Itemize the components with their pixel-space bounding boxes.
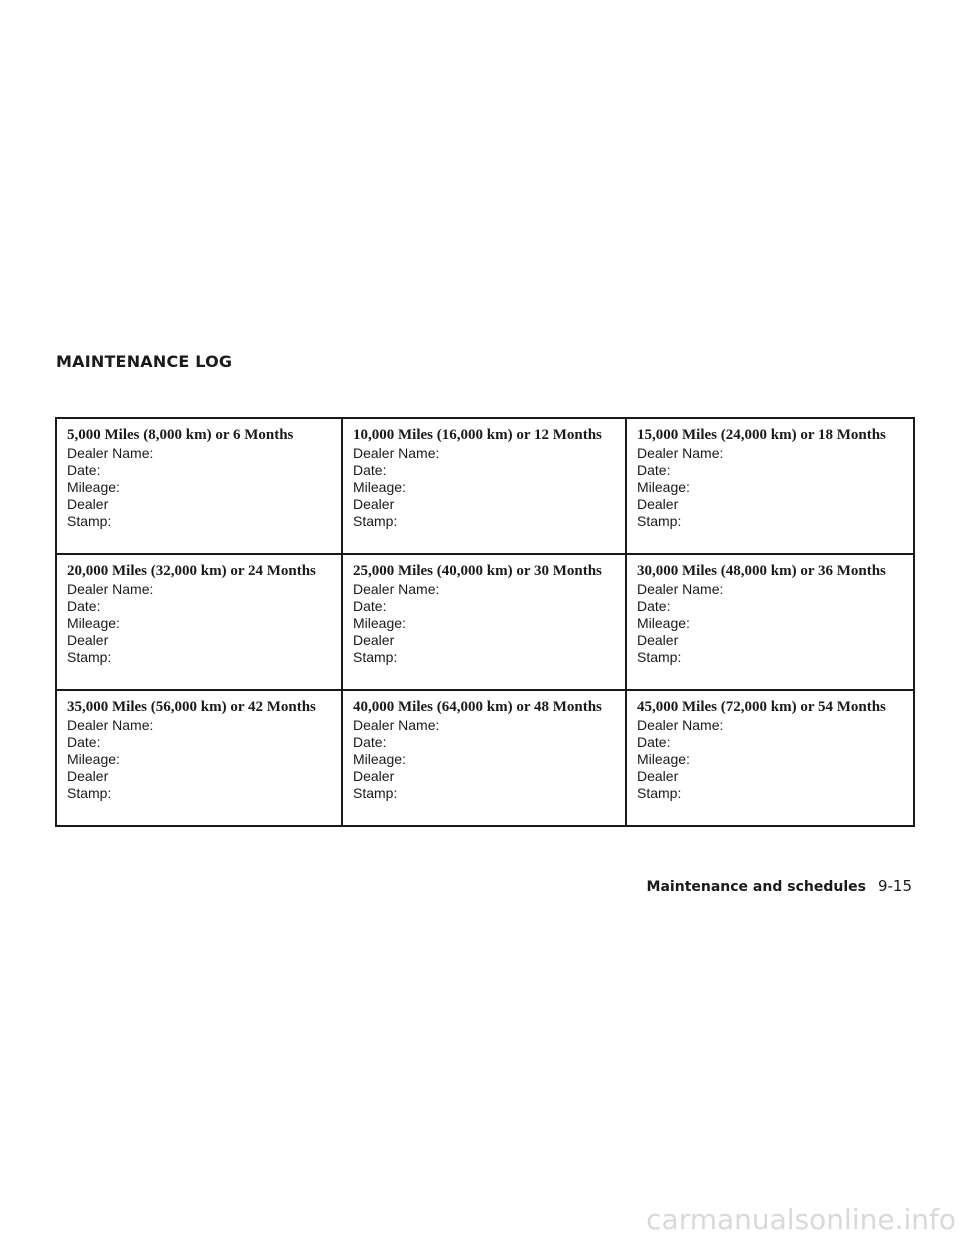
date-label: Date: bbox=[67, 734, 101, 750]
log-cell bbox=[626, 418, 914, 554]
dealer-name-label: Dealer Name: bbox=[353, 581, 440, 597]
date-label: Date: bbox=[353, 598, 387, 614]
table-row bbox=[56, 554, 914, 690]
log-cell bbox=[56, 554, 342, 690]
service-interval: 35,000 Miles (56,000 km) or 42 Months bbox=[67, 699, 316, 715]
dealer-label: Dealer bbox=[637, 496, 679, 512]
mileage-label: Mileage: bbox=[67, 751, 120, 767]
mileage-label: Mileage: bbox=[637, 479, 690, 495]
dealer-name-label: Dealer Name: bbox=[353, 717, 440, 733]
dealer-label: Dealer bbox=[67, 768, 109, 784]
service-interval: 20,000 Miles (32,000 km) or 24 Months bbox=[67, 563, 316, 579]
dealer-label: Dealer bbox=[637, 768, 679, 784]
date-label: Date: bbox=[637, 598, 671, 614]
dealer-name-label: Dealer Name: bbox=[637, 717, 724, 733]
dealer-name-label: Dealer Name: bbox=[637, 445, 724, 461]
mileage-label: Mileage: bbox=[637, 751, 690, 767]
date-label: Date: bbox=[67, 598, 101, 614]
table-row bbox=[56, 418, 914, 554]
log-cell bbox=[342, 554, 626, 690]
date-label: Date: bbox=[353, 462, 387, 478]
page-footer bbox=[647, 877, 912, 895]
dealer-name-label: Dealer Name: bbox=[353, 445, 440, 461]
watermark: carmanualsonline.info bbox=[646, 1203, 956, 1236]
dealer-label: Dealer bbox=[67, 496, 109, 512]
stamp-label: Stamp: bbox=[637, 513, 682, 529]
mileage-label: Mileage: bbox=[353, 615, 406, 631]
mileage-label: Mileage: bbox=[637, 615, 690, 631]
table-row bbox=[56, 690, 914, 826]
mileage-label: Mileage: bbox=[67, 479, 120, 495]
dealer-label: Dealer bbox=[67, 632, 109, 648]
service-interval: 10,000 Miles (16,000 km) or 12 Months bbox=[353, 427, 602, 443]
log-cell bbox=[342, 418, 626, 554]
dealer-label: Dealer bbox=[353, 768, 395, 784]
dealer-name-label: Dealer Name: bbox=[67, 445, 154, 461]
stamp-label: Stamp: bbox=[67, 513, 112, 529]
mileage-label: Mileage: bbox=[67, 615, 120, 631]
stamp-label: Stamp: bbox=[353, 513, 398, 529]
mileage-label: Mileage: bbox=[353, 751, 406, 767]
dealer-name-label: Dealer Name: bbox=[67, 717, 154, 733]
log-cell bbox=[56, 690, 342, 826]
page-title: MAINTENANCE LOG bbox=[56, 352, 233, 371]
stamp-label: Stamp: bbox=[67, 785, 112, 801]
log-cell bbox=[626, 690, 914, 826]
service-interval: 30,000 Miles (48,000 km) or 36 Months bbox=[637, 563, 886, 579]
page-number: 9-15 bbox=[877, 877, 912, 895]
stamp-label: Stamp: bbox=[353, 649, 398, 665]
stamp-label: Stamp: bbox=[637, 785, 682, 801]
service-interval: 25,000 Miles (40,000 km) or 30 Months bbox=[353, 563, 602, 579]
maintenance-log-table bbox=[55, 417, 915, 827]
service-interval: 40,000 Miles (64,000 km) or 48 Months bbox=[353, 699, 602, 715]
log-cell bbox=[342, 690, 626, 826]
dealer-name-label: Dealer Name: bbox=[67, 581, 154, 597]
service-interval: 15,000 Miles (24,000 km) or 18 Months bbox=[637, 427, 886, 443]
date-label: Date: bbox=[637, 734, 671, 750]
stamp-label: Stamp: bbox=[67, 649, 112, 665]
date-label: Date: bbox=[353, 734, 387, 750]
stamp-label: Stamp: bbox=[637, 649, 682, 665]
dealer-name-label: Dealer Name: bbox=[637, 581, 724, 597]
dealer-label: Dealer bbox=[353, 632, 395, 648]
stamp-label: Stamp: bbox=[353, 785, 398, 801]
date-label: Date: bbox=[67, 462, 101, 478]
date-label: Date: bbox=[637, 462, 671, 478]
log-cell bbox=[56, 418, 342, 554]
log-cell bbox=[626, 554, 914, 690]
mileage-label: Mileage: bbox=[353, 479, 406, 495]
service-interval: 5,000 Miles (8,000 km) or 6 Months bbox=[67, 427, 294, 443]
dealer-label: Dealer bbox=[353, 496, 395, 512]
service-interval: 45,000 Miles (72,000 km) or 54 Months bbox=[637, 699, 886, 715]
footer-section-title: Maintenance and schedules bbox=[646, 879, 866, 895]
dealer-label: Dealer bbox=[637, 632, 679, 648]
